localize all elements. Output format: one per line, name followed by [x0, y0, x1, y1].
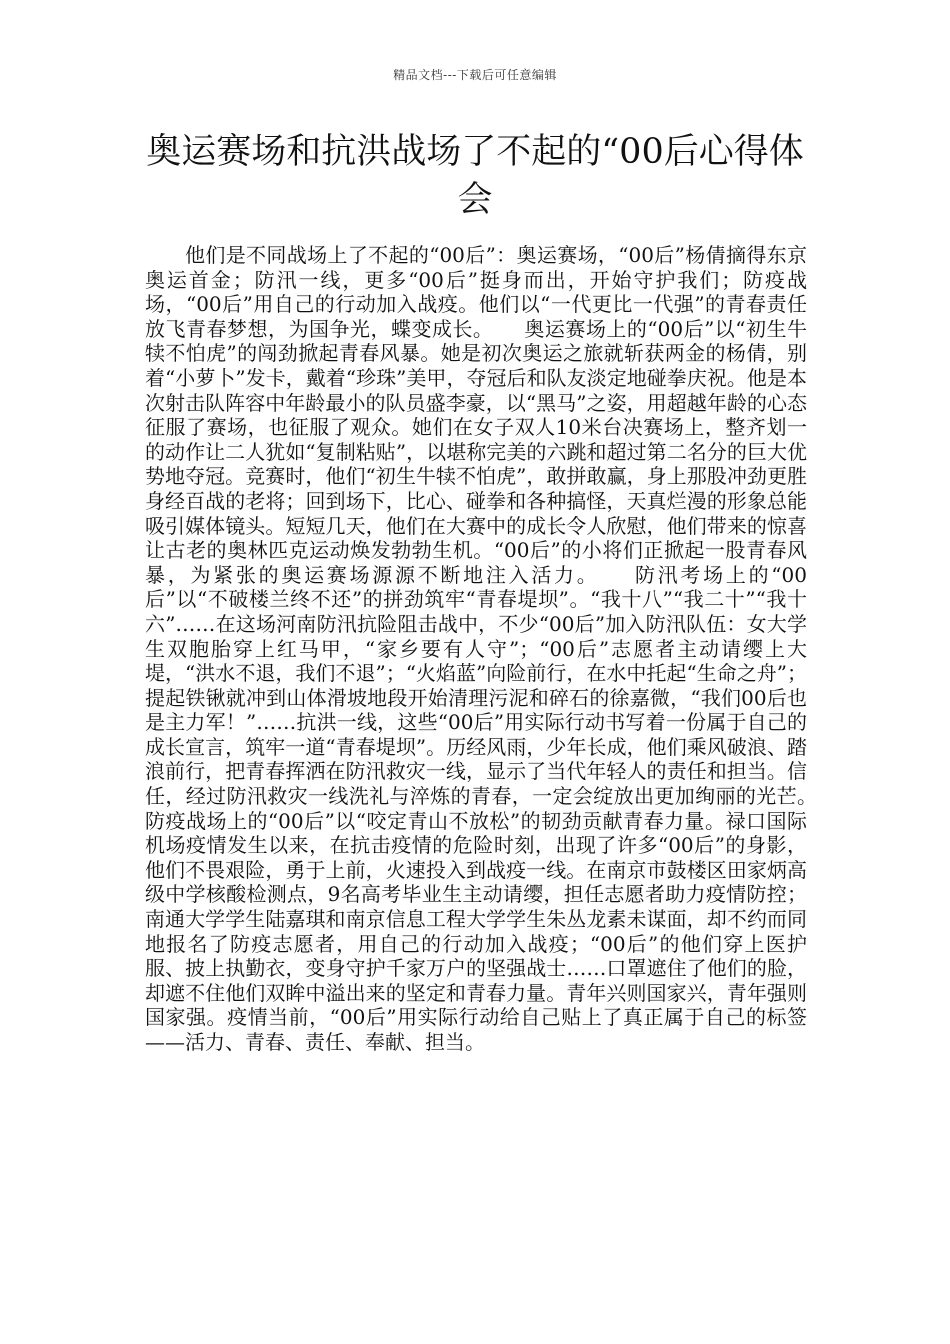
- document-title: 奥运赛场和抗洪战场了不起的“00后心得体会: [146, 132, 804, 220]
- page-header-note: 精品文档---下载后可任意编辑: [393, 68, 557, 82]
- document-body: 他们是不同战场上了不起的“00后”：奥运赛场，“00后”杨倩摘得东京奥运首金；防汛一线，更多“00后”挺身而出，开始守护我们；防疫战场，“00后”用自己的行动加入战疫。他们以“一代更比一代强”的青春责任放飞青春梦想，为国争光，蝶变成长。 奥运赛场上的“00后”以“初生牛犊不怕虎”的闯劲掀起青春风暴。她是初次奥运之旅就斩获两金的杨倩，别着“小萝卜”发卡，戴着“珍珠”美甲，夺冠后和队友淡定地碰拳庆祝。他是本次射击队阵容中年龄最小的队员盛李豪，以“黑马”之姿，用超越年龄的心态征服了赛场，也征服了观众。她们在女子双人10米台决赛场上，整齐划一的动作让二人犹如“复制粘贴”，以堪称完美的六跳和超过第二名分的巨大优势地夺冠。竞赛时，他们“初生牛犊不怕虎”，敢拼敢赢，身上那股冲劲更胜身经百战的老将；回到场下，比心、碰拳和各种搞怪，天真烂漫的形象总能吸引媒体镜头。短短几天，他们在大赛中的成长令人欣慰，他们带来的惊喜让古老的奥林匹克运动焕发勃勃生机。“00后”的小将们正掀起一股青春风暴，为紧张的奥运赛场源源不断地注入活力。 防汛考场上的“00后”以“不破楼兰终不还”的拼劲筑牢“青春堤坝”。“我十八”“我二十”“我十六”……在这场河南防汛抗险阻击战中，不少“00后”加入防汛队伍：女大学生双胞胎穿上红马甲，“家乡要有人守”；“00后”志愿者主动请缨上大堤，“洪水不退，我们不退”；“火焰蓝”向险前行，在水中托起“生命之舟”；提起铁锹就冲到山体滑坡地段开始清理污泥和碎石的徐嘉微，“我们00后也是主力军！”……抗洪一线，这些“00后”用实际行动书写着一份属于自己的成长宣言，筑牢一道“青春堤坝”。历经风雨，少年长成，他们乘风破浪、踏浪前行，把青春挥洒在防汛救灾一线，显示了当代年轻人的责任和担当。信任，经过防汛救灾一线洗礼与淬炼的青春，一定会绽放出更加绚丽的光芒。 防疫战场上的“00后”以“咬定青山不放松”的韧劲贡献青春力量。禄口国际机场疫情发生以来，在抗击疫情的危险时刻，出现了许多“00后”的身影，他们不畏艰险，勇于上前，火速投入到战疫一线。在南京市鼓楼区田家炳高级中学核酸检测点，9名高考毕业生主动请缨，担任志愿者助力疫情防控；南通大学学生陆嘉琪和南京信息工程大学学生朱丛龙素未谋面，却不约而同地报名了防疫志愿者，用自己的行动加入战疫；“00后”的他们穿上医护服、披上执勤衣，变身守护千家万户的坚强战士……口罩遮住了他们的脸，却遮不住他们双眸中溢出来的坚定和青春力量。青年兴则国家兴，青年强则国家强。疫情当前，“00后”用实际行动给自己贴上了真正属于自己的标签——活力、青春、责任、奉献、担当。: [145, 243, 847, 1054]
